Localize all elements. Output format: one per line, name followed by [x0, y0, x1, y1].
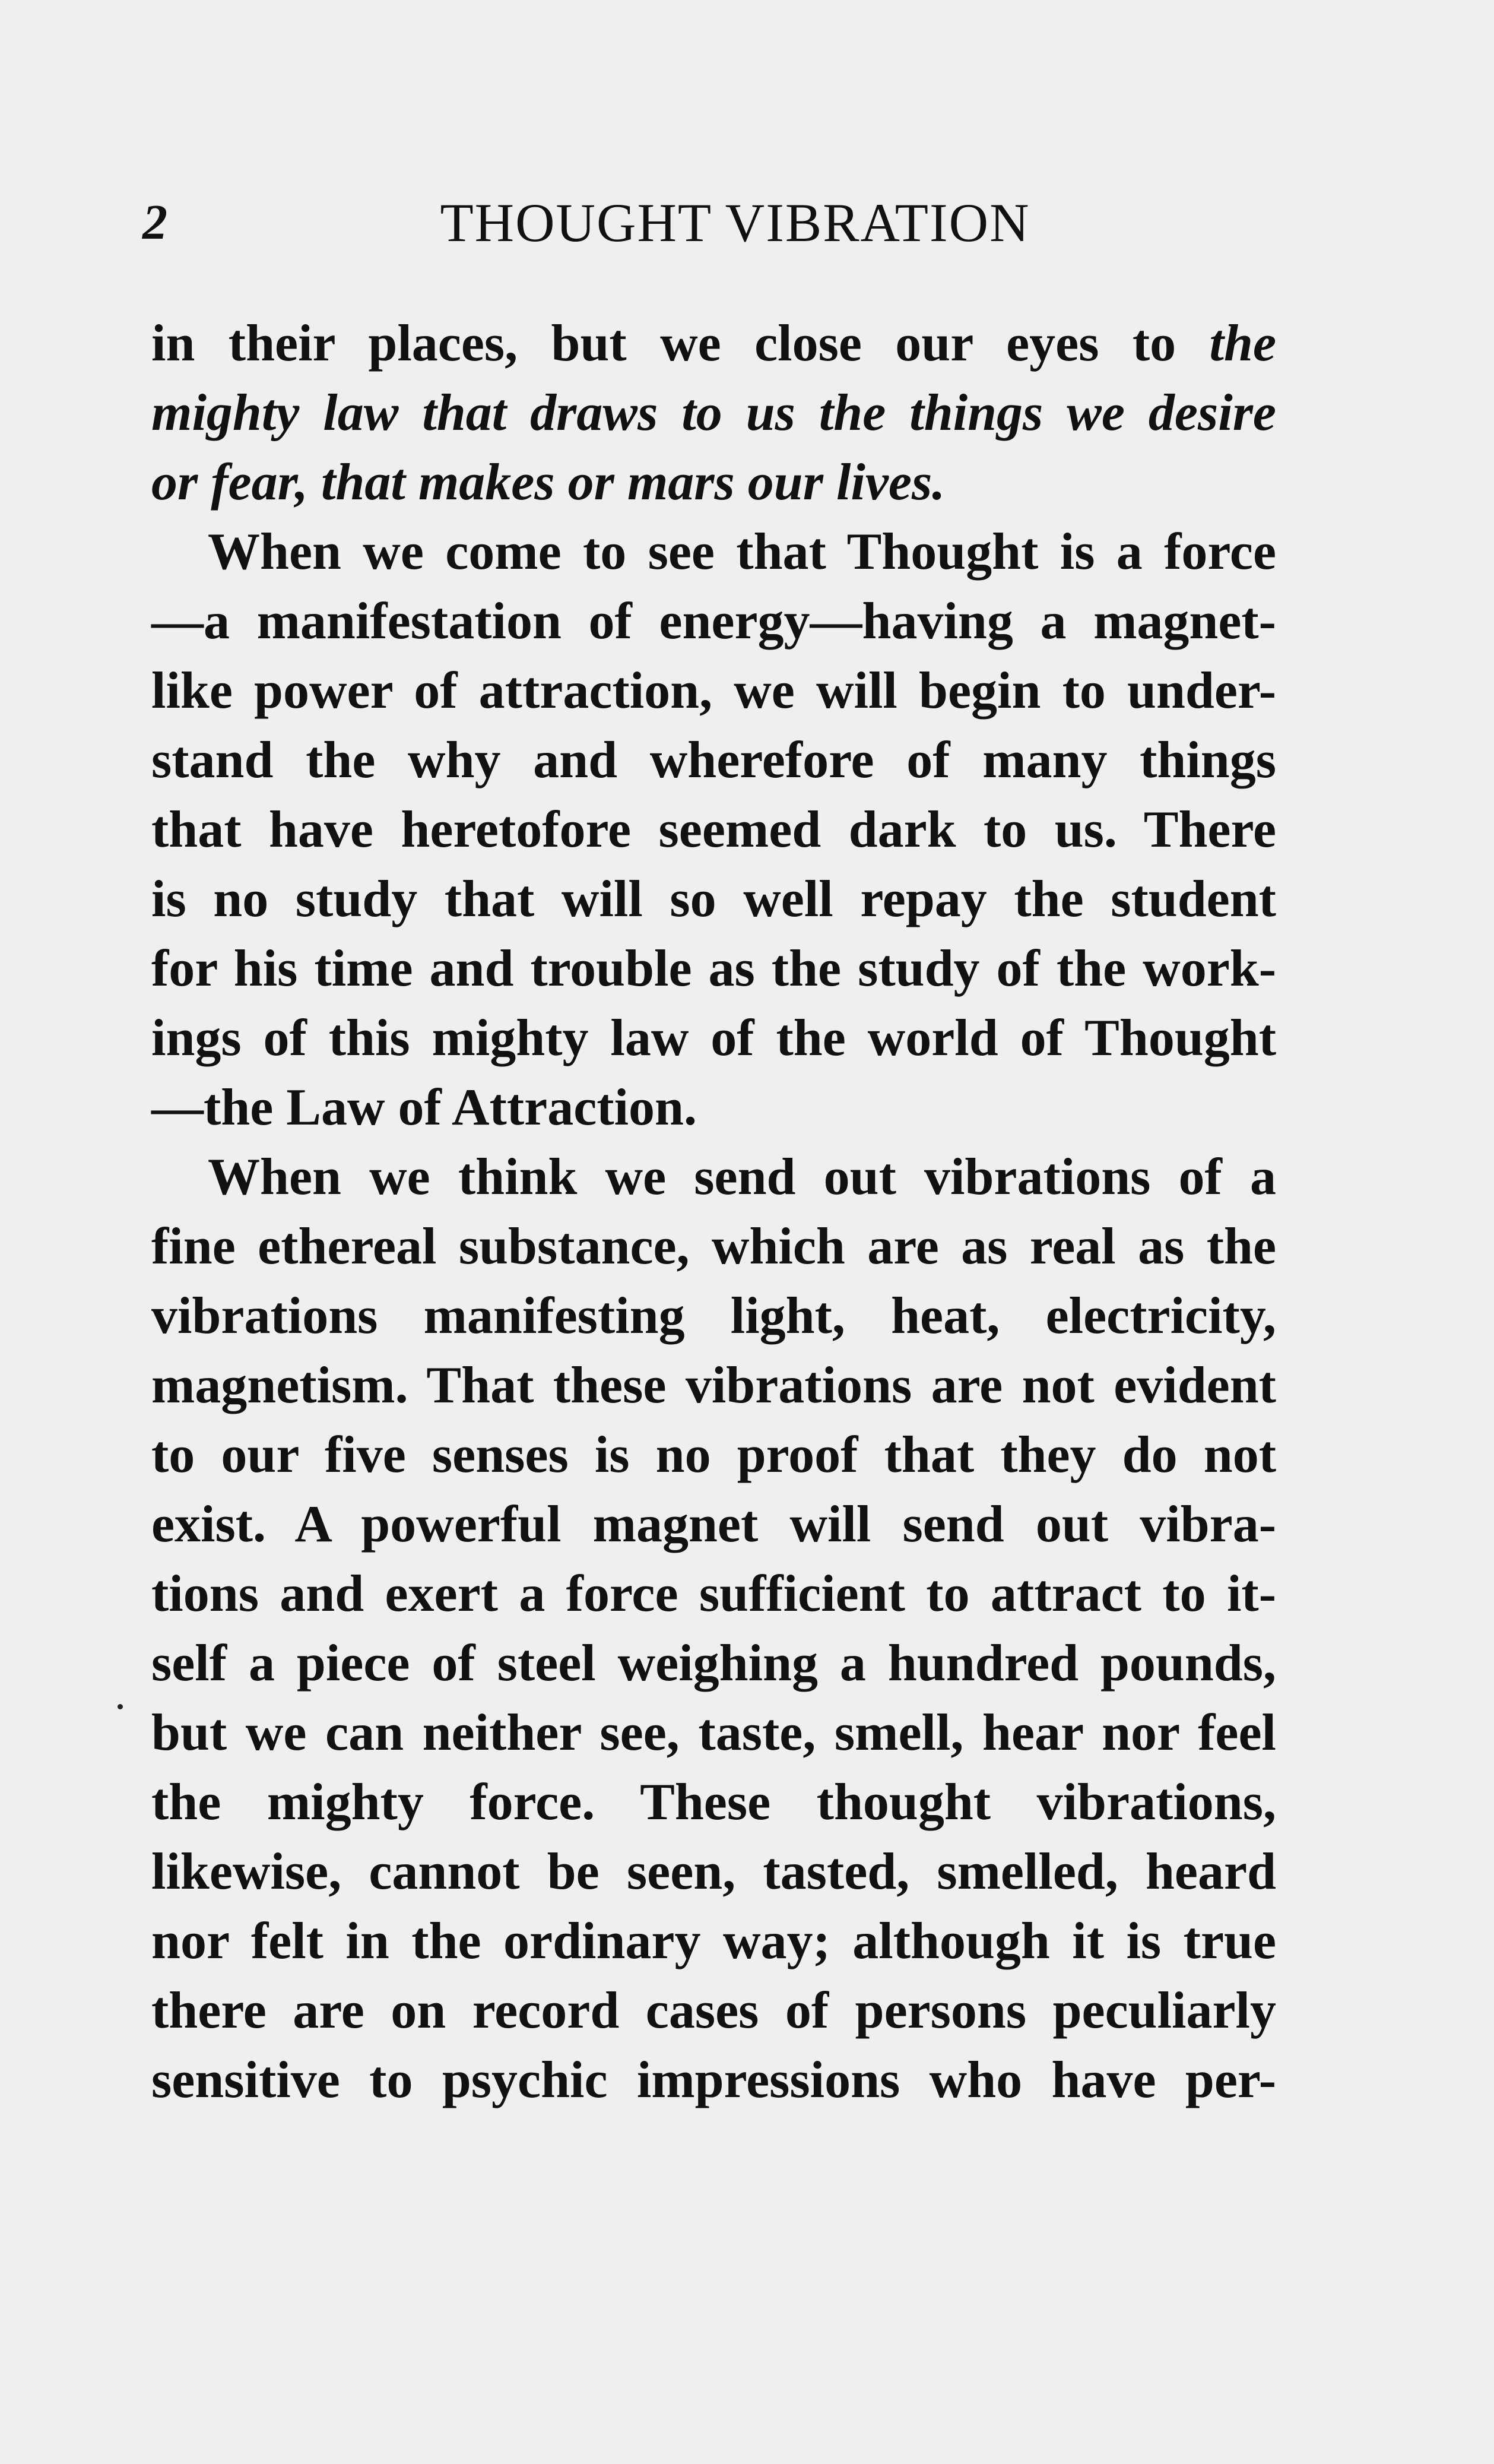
italic-run: the: [1209, 315, 1276, 372]
text-line: When we think we send out vibrations of a: [208, 1148, 1276, 1206]
text-line: [151, 448, 1276, 517]
text-line: the mighty force. These thought vibrations,: [151, 1773, 1276, 1831]
text-line: sensitive to psychic impressions who have per-: [151, 2051, 1276, 2109]
text-line: is no study that will so well repay the student: [151, 870, 1276, 928]
text-line: that have heretofore seemed dark to us. There: [151, 801, 1276, 859]
text-line: vibrations manifesting light, heat, electricity,: [151, 1287, 1276, 1345]
text-line: exist. A powerful magnet will send out vibra-: [151, 1496, 1276, 1553]
text-line: stand the why and wherefore of many things: [151, 731, 1276, 789]
text-line: [151, 309, 1276, 378]
text-line: for his time and trouble as the study of the work-: [151, 940, 1276, 997]
text-line: ings of this mighty law of the world of Thought: [151, 1009, 1276, 1067]
italic-run: or fear, that makes or mars our lives.: [151, 454, 946, 511]
italic-run: mighty law that draws to us the things we desire: [151, 384, 1276, 442]
text-line: like power of attraction, we will begin to under-: [151, 662, 1276, 720]
text-line: likewise, cannot be seen, tasted, smelled, heard: [151, 1843, 1276, 1901]
text-run: in their places, but we close our eyes to: [151, 315, 1210, 372]
page-number: 2: [142, 195, 167, 250]
running-title: THOUGHT VIBRATION: [440, 192, 1030, 253]
text-line: but we can neither see, taste, smell, hear nor feel: [151, 1704, 1276, 1762]
text-line: to our five senses is no proof that they do not: [151, 1426, 1276, 1484]
text-line: self a piece of steel weighing a hundred pounds,: [151, 1635, 1276, 1692]
text-line: —a manifestation of energy—having a magnet-: [151, 593, 1276, 650]
text-line: [151, 378, 1276, 448]
text-line: When we come to see that Thought is a force: [208, 523, 1276, 581]
page-header: [0, 190, 1494, 255]
text-line: magnetism. That these vibrations are not evident: [151, 1357, 1276, 1414]
text-line: nor felt in the ordinary way; although it is true: [151, 1912, 1276, 1970]
text-line: —the Law of Attraction.: [151, 1079, 697, 1136]
text-line: there are on record cases of persons peculiarly: [151, 1982, 1276, 2039]
print-speck: [118, 1704, 123, 1709]
text-line: tions and exert a force sufficient to attract to it-: [151, 1565, 1276, 1623]
text-line: fine ethereal substance, which are as real as the: [151, 1218, 1276, 1275]
page-body: [151, 309, 1276, 2115]
